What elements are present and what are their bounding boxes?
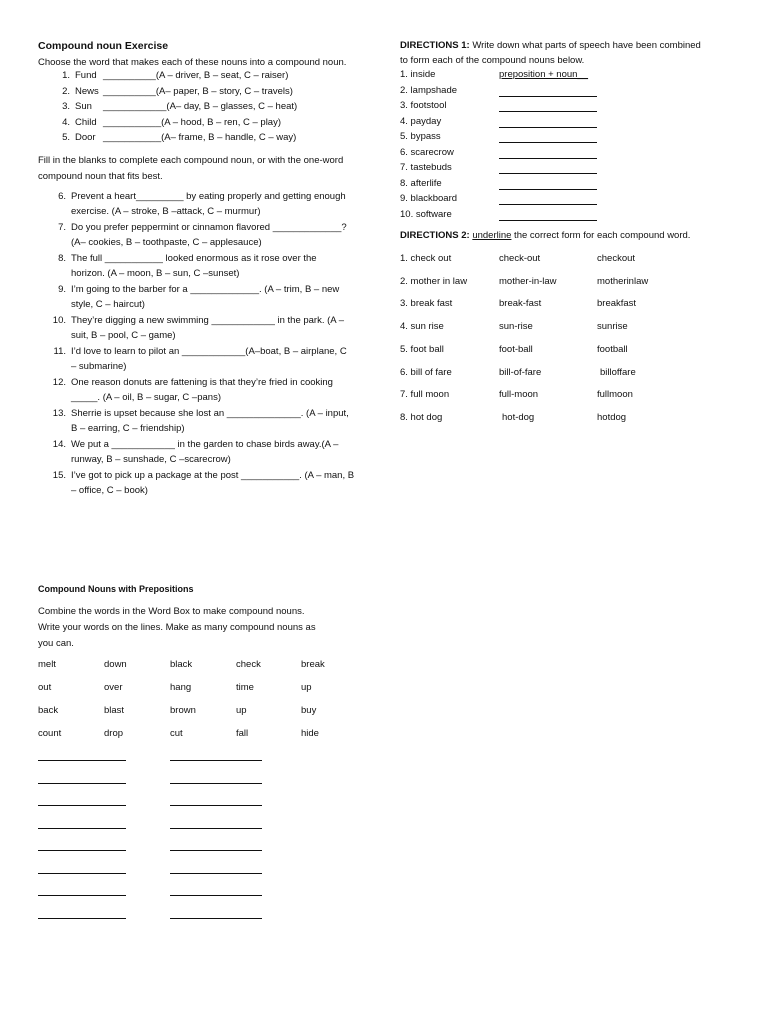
part-of-speech-word: 10. software bbox=[400, 208, 452, 220]
form-option[interactable]: 2. mother in law bbox=[400, 275, 468, 287]
form-option[interactable]: billoffare bbox=[600, 366, 636, 378]
sentence-line2: runway, B – sunshade, C –scarecrow) bbox=[71, 454, 231, 465]
sentence-line2: exercise. (A – stroke, B –attack, C – murmur) bbox=[71, 206, 261, 217]
item-word: News bbox=[75, 85, 99, 97]
word-box-word: hang bbox=[170, 682, 192, 693]
form-option[interactable]: foot-ball bbox=[499, 343, 533, 355]
form-option[interactable]: 1. check out bbox=[400, 253, 452, 264]
item-number: 1. bbox=[62, 70, 70, 81]
sentence-line2: (A– cookies, B – toothpaste, C – applesauce) bbox=[71, 237, 262, 248]
item-blank[interactable]: __________ bbox=[103, 85, 156, 97]
sentence-line1 bbox=[50, 222, 370, 233]
sentence-item bbox=[50, 470, 370, 496]
part-of-speech-word: 4. payday bbox=[400, 115, 442, 127]
word-box-word: melt bbox=[38, 659, 56, 670]
directions2-heading bbox=[400, 230, 690, 241]
form-option[interactable]: 4. sun rise bbox=[400, 321, 444, 333]
word-box-word: break bbox=[301, 659, 325, 670]
part-of-speech-word: 7. tastebuds bbox=[400, 162, 452, 173]
sentence-line2: suit, B – pool, C – game) bbox=[71, 330, 176, 341]
sentence-line1 bbox=[50, 315, 370, 326]
answer-line[interactable] bbox=[38, 805, 126, 806]
fill-instruction-line1: Fill in the blanks to complete each compound noun, or with the one-word bbox=[38, 155, 344, 166]
word-box-word: blast bbox=[104, 705, 125, 716]
answer-line[interactable] bbox=[38, 895, 126, 896]
answer-line[interactable] bbox=[170, 895, 262, 896]
answer-line[interactable] bbox=[499, 212, 597, 221]
answer-line[interactable] bbox=[499, 119, 597, 128]
sentence-text: The full ___________ looked enormous as it rose over the bbox=[71, 253, 317, 264]
sentence-line1 bbox=[50, 191, 370, 202]
word-box-word: time bbox=[236, 682, 254, 693]
item-word: Child bbox=[75, 116, 97, 128]
part-of-speech-word: 9. blackboard bbox=[400, 193, 458, 204]
form-option[interactable]: football bbox=[597, 343, 628, 355]
directions2-label: DIRECTIONS 2: bbox=[400, 230, 470, 241]
word-box-word: up bbox=[236, 705, 247, 716]
sentence-text: Do you prefer peppermint or cinnamon flavored _____________? bbox=[71, 222, 347, 233]
word-box-word: buy bbox=[301, 705, 317, 716]
part-of-speech-word: 5. bypass bbox=[400, 131, 441, 142]
answer-line[interactable] bbox=[38, 760, 126, 761]
form-option[interactable]: break-fast bbox=[499, 298, 542, 310]
word-box-word: count bbox=[38, 728, 62, 739]
sentence-text: Sherrie is upset because she lost an ______________. (A – input, bbox=[71, 408, 349, 419]
sentence-line2: horizon. (A – moon, B – sun, C –sunset) bbox=[71, 268, 240, 279]
answer-line[interactable] bbox=[499, 103, 597, 112]
item-blank[interactable]: ___________ bbox=[103, 116, 162, 128]
fill-instruction-line2: compound noun that fits best. bbox=[38, 171, 163, 182]
item-options: (A – hood, B – ren, C – play) bbox=[161, 116, 281, 128]
item-number: 4. bbox=[62, 116, 70, 128]
part-of-speech-word: 8. afterlife bbox=[400, 177, 442, 189]
sentence-line1 bbox=[50, 346, 370, 357]
answer-line[interactable] bbox=[38, 783, 126, 784]
form-option[interactable]: check-out bbox=[499, 253, 541, 264]
directions2-underline-word: underline bbox=[472, 230, 512, 241]
prepositions-line2: Write your words on the lines. Make as many compound nouns as bbox=[38, 622, 316, 633]
sentence-line1 bbox=[50, 439, 370, 450]
form-option[interactable]: sun-rise bbox=[499, 321, 533, 333]
prepositions-title: Compound Nouns with Prepositions bbox=[38, 584, 194, 594]
form-option[interactable]: 8. hot dog bbox=[400, 411, 443, 423]
form-option[interactable]: 5. foot ball bbox=[400, 343, 444, 355]
sentence-line1 bbox=[50, 284, 370, 295]
answer-line[interactable] bbox=[38, 918, 126, 919]
answer-line[interactable] bbox=[38, 873, 126, 874]
form-option[interactable]: motherinlaw bbox=[597, 275, 649, 287]
directions1-text-line2: to form each of the compound nouns below. bbox=[400, 55, 585, 66]
choice-item bbox=[54, 86, 293, 97]
directions1-heading bbox=[400, 40, 701, 51]
item-blank[interactable]: __________ bbox=[103, 70, 156, 81]
word-box-word: over bbox=[104, 682, 123, 693]
word-box-word: cut bbox=[170, 728, 183, 739]
sentence-item bbox=[50, 408, 370, 434]
form-option[interactable]: 6. bill of fare bbox=[400, 366, 452, 378]
sentence-number: 15. bbox=[52, 470, 66, 481]
answer-line[interactable] bbox=[170, 760, 262, 761]
item-word: Fund bbox=[75, 70, 97, 81]
form-option[interactable]: fullmoon bbox=[597, 389, 633, 401]
word-box-word: check bbox=[236, 659, 261, 670]
sentence-number: 14. bbox=[52, 439, 66, 450]
form-option[interactable]: hot-dog bbox=[502, 411, 535, 423]
sentence-number: 9. bbox=[58, 284, 66, 295]
choice-item bbox=[54, 101, 297, 112]
answer-line[interactable] bbox=[38, 850, 126, 851]
form-option[interactable]: full-moon bbox=[499, 389, 539, 401]
sentence-item bbox=[50, 191, 370, 217]
item-blank[interactable]: ____________ bbox=[103, 101, 167, 112]
sentence-line1 bbox=[50, 408, 370, 419]
item-number: 5. bbox=[62, 132, 70, 143]
word-box-word: back bbox=[38, 705, 59, 716]
item-number: 3. bbox=[62, 101, 70, 112]
sentence-text: I’ve got to pick up a package at the post ___________. (A – man, B bbox=[71, 470, 355, 481]
form-option[interactable]: 3. break fast bbox=[400, 298, 453, 310]
word-box-word: brown bbox=[170, 705, 196, 716]
sentence-number: 8. bbox=[58, 253, 66, 264]
form-option[interactable]: bill-of-fare bbox=[499, 366, 542, 378]
sentence-line2: _____. (A – oil, B – sugar, C –pans) bbox=[71, 392, 221, 403]
sentence-number: 10. bbox=[52, 315, 66, 326]
item-options: (A– frame, B – handle, C – way) bbox=[161, 132, 297, 143]
form-option[interactable]: mother-in-law bbox=[499, 275, 557, 287]
word-box-word: drop bbox=[104, 728, 124, 739]
answer-line[interactable] bbox=[499, 88, 597, 97]
choice-item bbox=[54, 117, 281, 128]
sentence-line1 bbox=[50, 253, 370, 264]
answer-line[interactable] bbox=[499, 165, 597, 174]
form-option[interactable]: sunrise bbox=[597, 321, 628, 333]
sentence-line2: B – earring, C – friendship) bbox=[71, 423, 185, 434]
sentence-item bbox=[50, 253, 370, 279]
prepositions-line3: you can. bbox=[38, 638, 74, 649]
part-of-speech-word: 2. lampshade bbox=[400, 84, 458, 96]
exercise-instruction: Choose the word that makes each of these nouns into a compound noun. bbox=[38, 57, 347, 68]
word-box-word: up bbox=[301, 682, 312, 693]
answer-line[interactable] bbox=[499, 196, 597, 205]
sentence-number: 7. bbox=[58, 222, 66, 233]
directions1-label: DIRECTIONS 1: bbox=[400, 40, 470, 51]
word-box-word: hide bbox=[301, 728, 319, 739]
sentence-line1 bbox=[50, 377, 370, 388]
sentence-text: They’re digging a new swimming ____________ in the park. (A – bbox=[71, 315, 345, 326]
prepositions-line1: Combine the words in the Word Box to make compound nouns. bbox=[38, 606, 305, 617]
directions1-text: Write down what parts of speech have been combined bbox=[469, 40, 701, 51]
answer-line[interactable] bbox=[170, 918, 262, 919]
part-of-speech-word: 3. footstool bbox=[400, 100, 447, 111]
sentence-line1 bbox=[50, 470, 370, 481]
sentence-item bbox=[50, 284, 370, 310]
word-box-word: out bbox=[38, 682, 52, 693]
sentence-line2: style, C – haircut) bbox=[71, 299, 145, 310]
sentence-text: One reason donuts are fattening is that they’re fried in cooking bbox=[71, 377, 333, 388]
answer-line[interactable] bbox=[499, 181, 597, 190]
sentence-item bbox=[50, 377, 370, 403]
sentence-text: We put a ____________ in the garden to chase birds away.(A – bbox=[71, 439, 339, 450]
sentence-number: 6. bbox=[58, 191, 66, 202]
word-box-word: down bbox=[104, 659, 127, 670]
item-options: (A– day, B – glasses, C – heat) bbox=[166, 101, 298, 112]
sentence-item bbox=[50, 346, 370, 372]
word-box-word: fall bbox=[236, 728, 249, 739]
part-of-speech-word: 1. inside bbox=[400, 69, 436, 80]
answer-line[interactable] bbox=[170, 828, 262, 829]
sentence-number: 12. bbox=[52, 377, 66, 388]
answer-line[interactable] bbox=[499, 150, 597, 159]
item-word: Door bbox=[75, 132, 96, 143]
form-option[interactable]: checkout bbox=[597, 253, 636, 264]
item-options: (A– paper, B – story, C – travels) bbox=[155, 85, 293, 97]
item-word: Sun bbox=[75, 101, 92, 112]
answer-line[interactable] bbox=[499, 134, 597, 143]
choice-item bbox=[54, 132, 296, 143]
part-of-speech-answer[interactable]: preposition + noun__ bbox=[499, 69, 589, 80]
word-box-word: black bbox=[170, 659, 193, 670]
sentence-line2: – office, C – book) bbox=[71, 485, 148, 496]
sentence-number: 13. bbox=[52, 408, 66, 419]
item-options: (A – driver, B – seat, C – raiser) bbox=[155, 70, 289, 81]
sentence-item bbox=[50, 439, 370, 465]
part-of-speech-word: 6. scarecrow bbox=[400, 146, 454, 158]
sentence-line2: – submarine) bbox=[71, 361, 127, 372]
answer-line[interactable] bbox=[38, 828, 126, 829]
sentence-text: Prevent a heart_________ by eating properly and getting enough bbox=[71, 191, 346, 202]
answer-line[interactable] bbox=[170, 783, 262, 784]
answer-line[interactable] bbox=[170, 873, 262, 874]
item-number: 2. bbox=[62, 85, 70, 97]
sentence-item bbox=[50, 222, 370, 248]
sentence-text: I’m going to the barber for a _____________. (A – trim, B – new bbox=[71, 284, 340, 295]
sentence-text: I’d love to learn to pilot an ____________(A–boat, B – airplane, C bbox=[71, 346, 347, 357]
item-blank[interactable]: ___________ bbox=[103, 132, 162, 143]
form-option[interactable]: 7. full moon bbox=[400, 389, 450, 401]
sentence-number: 11. bbox=[53, 346, 66, 357]
answer-line[interactable] bbox=[170, 850, 262, 851]
choice-item bbox=[54, 70, 288, 81]
directions2-text: the correct form for each compound word. bbox=[511, 230, 691, 241]
form-option[interactable]: breakfast bbox=[597, 298, 637, 310]
form-option[interactable]: hotdog bbox=[597, 411, 627, 423]
exercise-title: Compound noun Exercise bbox=[38, 40, 169, 52]
answer-line[interactable] bbox=[170, 805, 262, 806]
sentence-item bbox=[50, 315, 370, 341]
